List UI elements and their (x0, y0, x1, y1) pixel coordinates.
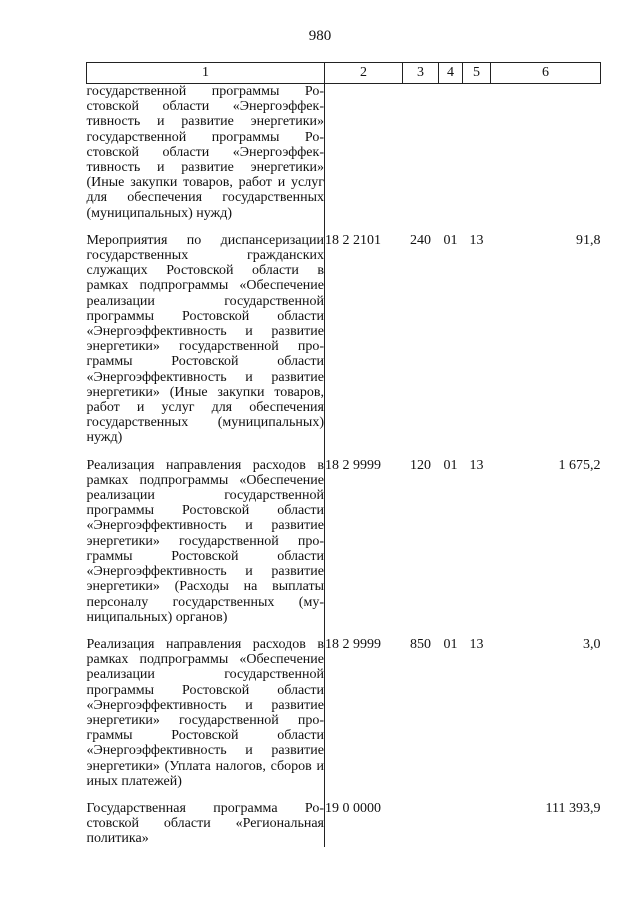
column-header-6: 6 (491, 63, 601, 84)
row-description: Реализация направления расходов в рамках подпрограммы «Обеспечение реализации государственной программы Ростовской области «Энергоэффективность и развитие энергетики» государственной программы Ростовской области «Энергоэффективность и развитие энергетики» (Уплата налогов, сборов и иных платежей) (87, 625, 325, 789)
column-header-5: 5 (463, 63, 491, 84)
table-row (87, 789, 601, 847)
row-section (439, 789, 463, 847)
row-target-code: 19 0 0000 (325, 800, 381, 816)
page-number: 980 (308, 28, 332, 44)
row-description: Мероприятия по диспансеризации государственных гражданских служащих Ростовской области в рамках подпрограммы «Обеспечение реализации государственной программы Ростовской области «Энергоэффективность и развитие энергетики» государственной программы Ростовской области «Энергоэффективность и развитие энергетики» (Иные закупки товаров, работ и услуг для обеспечения государственных (муниципальных) нужд) (87, 221, 325, 446)
row-subsection: 13 (469, 232, 484, 248)
row-amount: 3,0 (583, 636, 601, 652)
row-description: Реализация направления расходов в рамках подпрограммы «Обеспечение реализации государственной программы Ростовской области «Энергоэффективность и развитие энергетики» государственной программы Ростовской области «Энергоэффективность и развитие энергетики» (Расходы на выплаты персоналу государственных (муниципальных) органов) (87, 446, 325, 625)
row-section: 01 (443, 457, 458, 473)
row-subsection (463, 84, 491, 221)
row-amount: 91,8 (576, 232, 601, 248)
row-amount: 1 675,2 (558, 457, 601, 473)
row-target-code: 18 2 2101 (325, 232, 381, 248)
row-expense-type: 240 (410, 232, 431, 248)
column-header-1: 1 (87, 63, 325, 84)
row-description: Государственная программа Ростовской области «Региональная политика» (87, 789, 325, 847)
row-section: 01 (443, 232, 458, 248)
row-description: государственной программы Ростовской области «Энергоэффективность и развитие энергетики» государственной программы Ростовской области «Энергоэффективность и развитие энергетики» (Иные закупки товаров, работ и услуг для обеспечения государственных (муниципальных) нужд) (86, 84, 324, 221)
row-target-code (325, 84, 403, 221)
row-subsection: 13 (469, 636, 484, 652)
table-row (87, 84, 601, 221)
column-header-4: 4 (439, 63, 463, 84)
table-row (87, 625, 601, 789)
row-target-code: 18 2 9999 (325, 636, 381, 652)
column-header-3: 3 (403, 63, 439, 84)
row-expense-type (403, 789, 439, 847)
row-expense-type (403, 84, 439, 221)
row-subsection (463, 789, 491, 847)
row-amount: 111 393,9 (545, 800, 601, 816)
table-row (87, 446, 601, 625)
table-header-row (87, 63, 601, 84)
row-expense-type: 120 (410, 457, 431, 473)
row-target-code: 18 2 9999 (325, 457, 381, 473)
row-amount (491, 84, 601, 221)
budget-table (86, 62, 601, 847)
row-subsection: 13 (469, 457, 484, 473)
column-header-2: 2 (325, 63, 403, 84)
row-section (439, 84, 463, 221)
row-expense-type: 850 (410, 636, 431, 652)
table-row (87, 221, 601, 446)
row-section: 01 (443, 636, 458, 652)
